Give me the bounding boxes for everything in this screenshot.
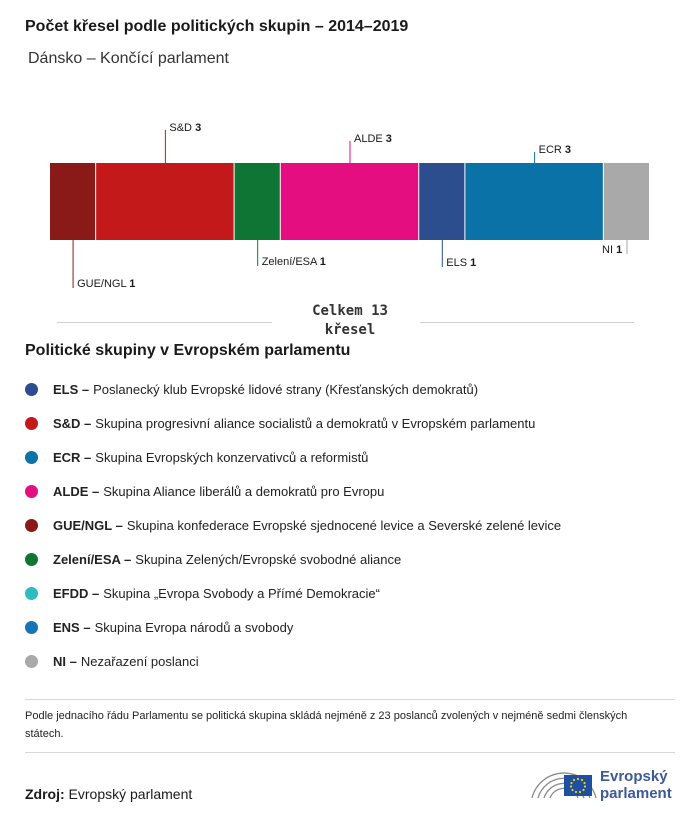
bar-segment-gue-ngl xyxy=(50,163,95,240)
legend-text: Skupina konfederace Evropské sjednocené levice a Severské zelené levice xyxy=(126,517,562,533)
legend-item-efdd xyxy=(25,576,561,610)
bar-segment-ecr xyxy=(465,163,602,240)
legend-text: Skupina Evropských konzervativců a reformistů xyxy=(95,449,369,465)
legend-text: Skupina Aliance liberálů a demokratů pro Evropu xyxy=(103,483,385,499)
legend-item-sd xyxy=(25,406,561,440)
logo-text-line2: parlament xyxy=(600,785,672,802)
chart-title: Počet křesel podle politických skupin – 2014–2019 xyxy=(25,18,409,35)
legend-dot xyxy=(25,519,38,532)
source-line xyxy=(25,786,192,802)
legend-abbr: GUE/NGL – xyxy=(53,517,123,533)
source-value: Evropský parlament xyxy=(68,786,193,802)
legend-abbr: NI – xyxy=(53,653,77,669)
legend-abbr: Zelení/ESA – xyxy=(53,551,132,567)
legend-dot xyxy=(25,485,38,498)
total-divider-right xyxy=(420,322,634,323)
legend-item-ni xyxy=(25,644,561,678)
seat-bar-chart xyxy=(0,120,700,300)
segment-label-els: ELS 1 xyxy=(446,257,477,269)
legend-abbr: ALDE – xyxy=(53,483,100,499)
legend-item-ens xyxy=(25,610,561,644)
logo-text-line1: Evropský xyxy=(600,768,668,785)
footer-divider-top xyxy=(25,699,675,700)
legend-text: Poslanecký klub Evropské lidové strany (Křesťanských demokratů) xyxy=(93,381,479,397)
legend-dot xyxy=(25,553,38,566)
legend-list xyxy=(25,372,561,678)
bar-segment-s-d xyxy=(96,163,233,240)
legend-abbr: ECR – xyxy=(53,449,92,465)
legend-text: Skupina „Evropa Svobody a Přímé Demokracie“ xyxy=(103,585,380,601)
footer-divider-bottom xyxy=(25,752,675,753)
footnote: Podle jednacího řádu Parlamentu se politická skupina skládá nejméně z 23 poslanců zvolených v nejméně sedmi členských státech. xyxy=(25,710,628,740)
legend-item-alde xyxy=(25,474,561,508)
total-seats-label xyxy=(275,302,425,340)
chart-subtitle: Dánsko – Končící parlament xyxy=(28,50,229,67)
legend-title: Politické skupiny v Evropském parlamentu xyxy=(25,342,351,359)
segment-label-gue-ngl: GUE/NGL 1 xyxy=(77,278,136,290)
segment-label-ni: NI 1 xyxy=(602,244,623,256)
legend-item-els xyxy=(25,372,561,406)
legend-abbr: S&D – xyxy=(53,415,92,431)
segment-label-s-d: S&D 3 xyxy=(169,122,202,134)
legend-abbr: EFDD – xyxy=(53,585,100,601)
bar-segment-alde xyxy=(281,163,418,240)
segment-label-alde: ALDE 3 xyxy=(354,133,392,145)
legend-item-ecr xyxy=(25,440,561,474)
legend-dot xyxy=(25,587,38,600)
logo-text xyxy=(600,768,672,802)
bar-segment-els xyxy=(419,163,464,240)
legend-dot xyxy=(25,621,38,634)
legend-item-greens-efa xyxy=(25,542,561,576)
legend-text: Skupina Zelených/Evropské svobodné aliance xyxy=(135,551,402,567)
legend-text: Skupina Evropa národů a svobody xyxy=(94,619,294,635)
segment-label-ecr: ECR 3 xyxy=(538,144,572,156)
legend-text: Nezařazení poslanci xyxy=(80,653,199,669)
legend-dot xyxy=(25,451,38,464)
legend-item-gue-ngl xyxy=(25,508,561,542)
legend-dot xyxy=(25,383,38,396)
total-seats-line1: Celkem 13 xyxy=(312,303,388,319)
segment-label-zelen-esa: Zelení/ESA 1 xyxy=(261,256,326,268)
total-seats-line2: křesel xyxy=(324,322,376,338)
legend-dot xyxy=(25,655,38,668)
legend-dot xyxy=(25,417,38,430)
legend-abbr: ELS – xyxy=(53,381,90,397)
legend-text: Skupina progresivní aliance socialistů a demokratů v Evropském parlamentu xyxy=(95,415,536,431)
source-label: Zdroj: xyxy=(25,786,65,802)
total-divider-left xyxy=(57,322,272,323)
legend-abbr: ENS – xyxy=(53,619,91,635)
bar-segment-ni xyxy=(604,163,649,240)
bar-segment-zelen-esa xyxy=(235,163,280,240)
